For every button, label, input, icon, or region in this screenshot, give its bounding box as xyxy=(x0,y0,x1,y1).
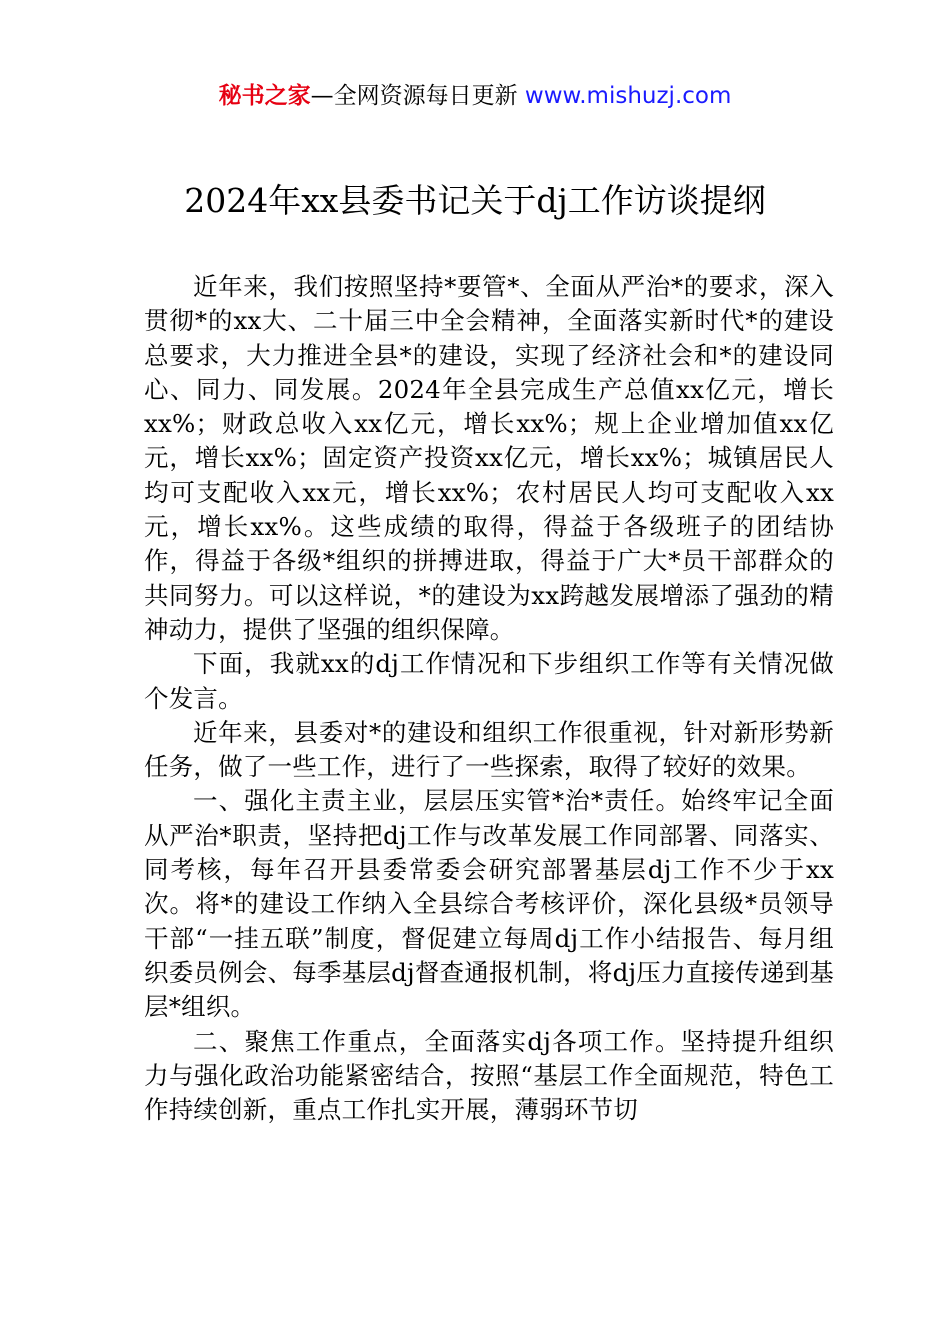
document-body xyxy=(144,270,834,1127)
paragraph-section-one: 一、强化主责主业，层层压实管*治*责任。始终牢记全面从严治*职责，坚持把dj工作与改革发展工作同部署、同落实、同考核，每年召开县委常委会研究部署基层dj工作不少于xx次。将*的建设工作纳入全县综合考核评价，深化县级*员领导干部“一挂五联”制度，督促建立每周dj工作小结报告、每月组织委员例会、每季基层dj督查通报机制，将dj压力直接传递到基层*组织。 xyxy=(144,786,834,1022)
paragraph-speech-intro: 下面，我就xx的dj工作情况和下步组织工作等有关情况做个发言。 xyxy=(144,649,834,713)
site-brand: 秘书之家 xyxy=(218,83,311,109)
paragraph-overview: 近年来，县委对*的建设和组织工作很重视，针对新形势新任务，做了一些工作，进行了一些探索，取得了较好的效果。 xyxy=(144,717,834,782)
paragraph-section-two: 二、聚焦工作重点，全面落实dj各项工作。坚持提升组织力与强化政治功能紧密结合，按照“基层工作全面规范，特色工作持续创新，重点工作扎实开展，薄弱环节切 xyxy=(144,1026,834,1125)
site-header xyxy=(0,80,950,112)
site-slogan: —全网资源每日更新 xyxy=(310,83,525,109)
site-url-link[interactable]: www.mishuzj.com xyxy=(524,83,732,109)
document-title: 2024年xx县委书记关于dj工作访谈提纲 xyxy=(184,181,766,220)
paragraph-intro: 近年来，我们按照坚持*要管*、全面从严治*的要求，深入贯彻*的xx大、二十届三中全会精神，全面落实新时代*的建设总要求，大力推进全县*的建设，实现了经济社会和*的建设同心、同力、同发展。2024年全县完成生产总值xx亿元，增长xx%；财政总收入xx亿元，增长xx%；规上企业增加值xx亿元，增长xx%；固定资产投资xx亿元，增长xx%；城镇居民人均可支配收入xx元，增长xx%；农村居民人均可支配收入xx元，增长xx%。这些成绩的取得，得益于各级班子的团结协作，得益于各级*组织的拼搏进取，得益于广大*员干部群众的共同努力。可以这样说，*的建设为xx跨越发展增添了强劲的精神动力，提供了坚强的组织保障。 xyxy=(144,272,834,644)
